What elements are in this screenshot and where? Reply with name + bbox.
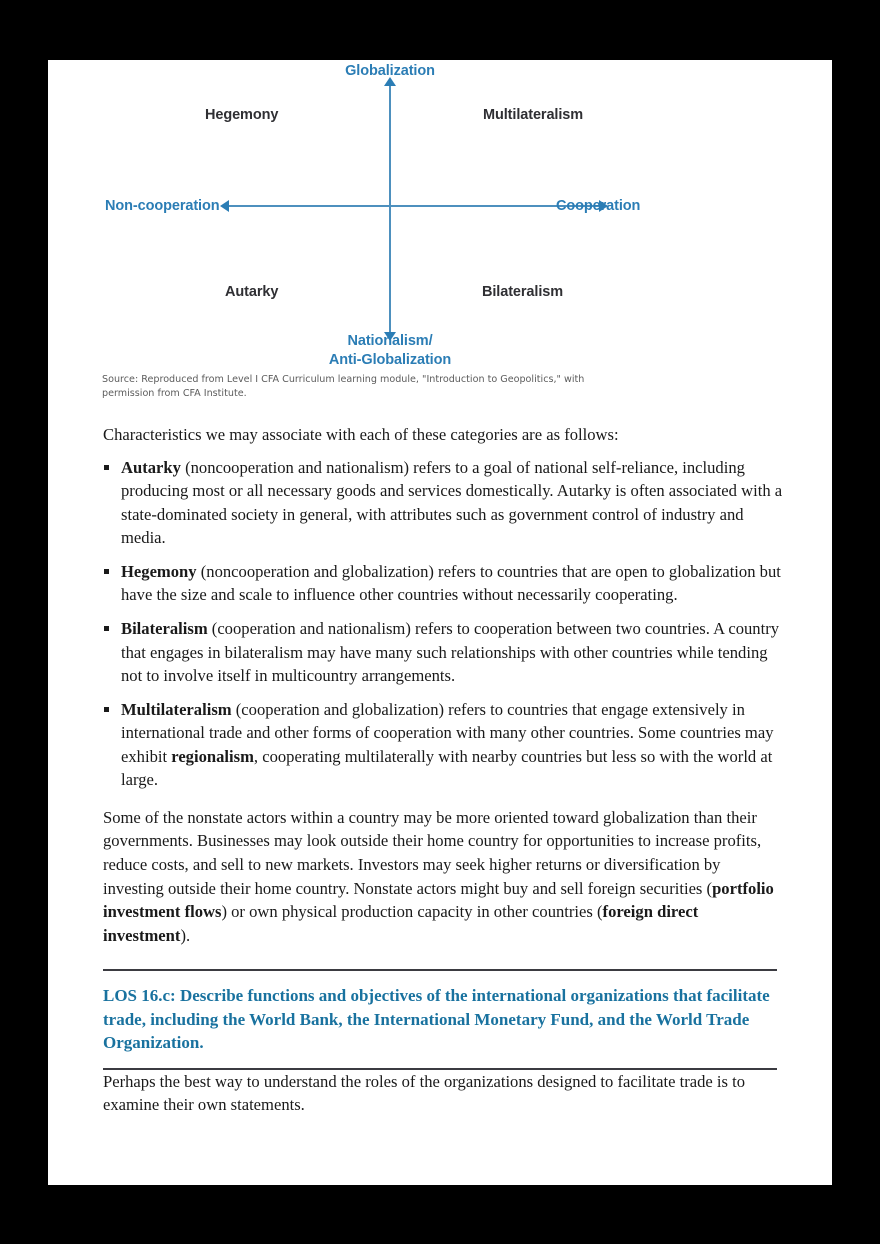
- list-item: [103, 456, 783, 550]
- nonstate-actors-block: [103, 806, 783, 947]
- term-foreign-direct-investment: foreign direct investment: [103, 902, 699, 945]
- axis-label-globalization: Globalization: [345, 63, 435, 79]
- list-item-text-tail: , cooperating multilaterally with nearby countries but less so with the world at large.: [121, 746, 773, 790]
- arrow-left-icon: [220, 200, 229, 212]
- list-item-text: (cooperation and globalization) refers to countries that engage extensively in international trade and other forms of cooperation with many other countries. Some countries may exhibit: [121, 699, 774, 766]
- list-item: [103, 617, 783, 688]
- vertical-axis-line: [389, 83, 391, 340]
- list-item-text: (noncooperation and nationalism) refers to a goal of national self-reliance, including producing most or all necessary goods and services domestically. Autarky is often associated with a state-dominated society in general, with attributes such as government control of industry and media.: [121, 457, 783, 548]
- list-item-term: Hegemony: [121, 561, 197, 581]
- list-item-term: Autarky: [121, 457, 181, 477]
- horizontal-axis-line: [228, 205, 600, 207]
- list-item-inline-emphasis: regionalism: [171, 746, 254, 766]
- quadrant-label-autarky: Autarky: [225, 284, 279, 300]
- paragraph-part-1: Some of the nonstate actors within a country may be more oriented toward globalization than their governments. Businesses may look outside their home country for opportunities to increase profits, reduce costs, and sell to new markets. Investors may seek higher returns or diversification by investing outside their home country. Nonstate actors might buy and sell foreign securities (: [103, 807, 762, 898]
- list-item-term: Multilateralism: [121, 699, 232, 719]
- list-item-text: (noncooperation and globalization) refers to countries that are open to globalization but have the size and scale to influence other countries without necessarily cooperating.: [121, 561, 781, 605]
- paragraph-part-2: ) or own physical production capacity in other countries (: [221, 902, 603, 922]
- quadrant-label-bilateralism: Bilateralism: [482, 284, 564, 300]
- list-item-text: (cooperation and nationalism) refers to cooperation between two countries. A country that engages in bilateralism may have many such relationships with other countries while tending not to involve itself in multicountry arrangements.: [121, 618, 780, 686]
- characteristics-list: [103, 456, 783, 792]
- los-section: [103, 969, 783, 1069]
- document-page: [48, 60, 832, 1185]
- figure-source-note: Source: Reproduced from Level I CFA Curriculum learning module, "Introduction to Geopolitics," with permission from CFA Institute.: [102, 374, 585, 399]
- los-heading: LOS 16.c: Describe functions and objectives of the international organizations that facilitate trade, including the World Bank, the International Monetary Fund, and the World Trade Organization.: [103, 986, 770, 1053]
- term-portfolio-investment-flows: portfolio investment flows: [103, 878, 774, 922]
- nonstate-actors-paragraph: [103, 806, 783, 947]
- paragraph-part-3: ).: [180, 925, 191, 945]
- axis-label-nationalism-line2: Anti-Globalization: [328, 352, 452, 369]
- list-item: [103, 560, 783, 607]
- axis-label-nationalism: [329, 332, 451, 370]
- axis-label-nationalism-line1: Nationalism/: [347, 333, 433, 349]
- quadrant-diagram: [48, 60, 832, 399]
- list-item: [103, 698, 783, 792]
- axis-label-non-cooperation: Non-cooperation: [105, 198, 220, 214]
- intro-paragraph: Characteristics we may associate with each of these categories are as follows:: [103, 425, 619, 444]
- closing-paragraph: Perhaps the best way to understand the roles of the organizations designed to facilitate trade is to examine their own statements.: [103, 1071, 746, 1115]
- axis-label-cooperation: Cooperation: [556, 198, 641, 214]
- quadrant-label-multilateralism: Multilateralism: [483, 107, 584, 123]
- list-item-term: Bilateralism: [121, 618, 208, 638]
- quadrant-label-hegemony: Hegemony: [205, 107, 279, 123]
- document-body: [103, 423, 783, 1126]
